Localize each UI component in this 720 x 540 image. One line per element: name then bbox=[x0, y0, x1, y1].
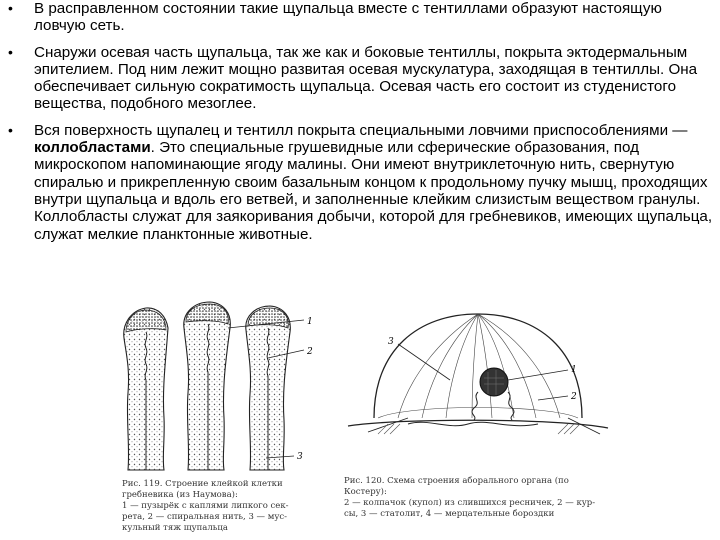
bullet-list bbox=[8, 0, 714, 243]
fig-left-label-1: 1 bbox=[307, 317, 313, 327]
fig-right-label-2: 2 bbox=[571, 392, 577, 402]
fig-left-caption-line: рета, 2 — спиральная нить, 3 — мус- bbox=[122, 512, 288, 522]
fig-right-label-1: 1 bbox=[571, 365, 577, 375]
fig-left-caption-line: кульный тяж щупальца bbox=[122, 523, 228, 533]
fig-right-caption-line: Рис. 120. Схема строения аборального органа (по bbox=[344, 476, 569, 486]
bullet-text-2: Снаружи осевая часть щупальца, так же как и боковые тентиллы, покрыта эктодермальным эпителием. Под ним лежит мощно развитая осевая мускулатура, заходящая в тентиллы. Она обеспечивает сильную сократимость щупальца. Осевая часть его состоит из студенистого вещества, подобного мезоглее. bbox=[34, 43, 698, 113]
bullet-text-3-pre: Вся поверхность щупалец и тентилл покрыта специальными ловчими приспособлениями — bbox=[34, 121, 688, 139]
colloblast-drawing bbox=[118, 298, 328, 473]
bullet-text-3-bold: коллобластами bbox=[34, 139, 151, 157]
dome-outline bbox=[374, 314, 582, 418]
statolith bbox=[480, 368, 508, 396]
fig-left-caption bbox=[122, 479, 328, 534]
fig-left-caption-line: 1 — пузырёк с каплями липкого сек- bbox=[122, 501, 289, 511]
bullet-marker: • bbox=[8, 0, 13, 16]
bullet-text-1: В расправленном состоянии такие щупальца вместе с тентиллами образуют настоящую ловчую сеть. bbox=[34, 0, 662, 35]
figure-colloblast bbox=[118, 298, 328, 538]
bullet-marker: • bbox=[8, 121, 13, 138]
fig-left-label-2: 2 bbox=[307, 347, 313, 357]
bullet-marker: • bbox=[8, 43, 13, 60]
fig-right-caption bbox=[344, 476, 616, 520]
bullet-item-2 bbox=[8, 44, 714, 113]
fig-right-caption-line: Костеру): bbox=[344, 487, 387, 497]
fig-left-caption-line: Рис. 119. Строение клейкой клетки bbox=[122, 479, 283, 489]
bullet-item-3 bbox=[8, 122, 714, 243]
fig-left-label-3: 3 bbox=[297, 452, 303, 462]
text-block bbox=[8, 0, 714, 252]
bullet-item-1 bbox=[8, 0, 714, 35]
figure-aboral-organ bbox=[338, 300, 616, 538]
fig-right-caption-line: 2 — колпачок (купол) из слившихся ресничек, 2 — кур- bbox=[344, 498, 596, 508]
fig-left-caption-line: гребневика (из Наумова): bbox=[122, 490, 238, 500]
bullet-text-3-post: . Это специальные грушевидные или сферические образования, под микроскопом напоминающие ягоду малины. Они имеют внутриклеточную нить, свернутую спиралью и прикрепленную своим базальным концом к продольному пучку мышц, проходящих внутри щупальца и вдоль его ветвей, и заполненные клейким слизистым веществом гранулы. Коллобласты служат для заякоривания добычи, которой для гребневиков, имеющих щупальца, служат мелкие планктонные животные. bbox=[34, 139, 713, 243]
fig-right-caption-line: сы, 3 — статолит, 4 — мерцательные бороздки bbox=[344, 509, 555, 519]
aboral-organ-drawing bbox=[338, 300, 616, 470]
fig-right-label-3: 3 bbox=[388, 337, 394, 347]
